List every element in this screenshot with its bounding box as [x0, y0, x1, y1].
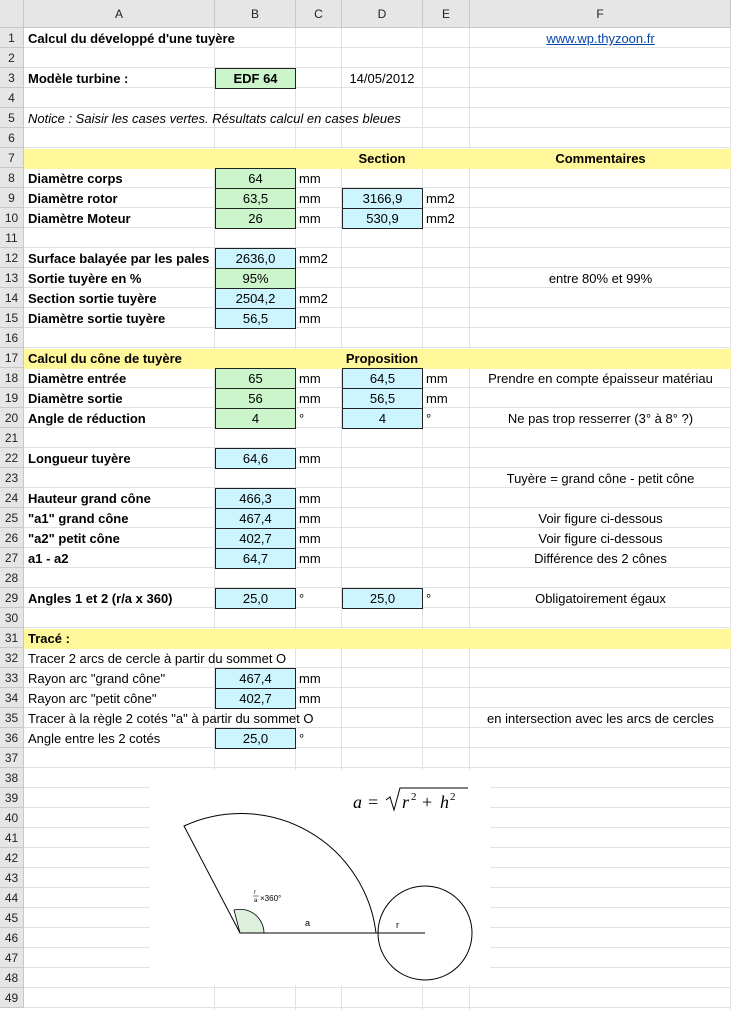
row-header[interactable]: 49: [0, 988, 24, 1008]
label-diametre-sortie-tuyere: Diamètre sortie tuyère: [28, 311, 166, 326]
unit-diametre-sortie-tuyere: mm: [299, 311, 321, 326]
label-surface-balayee: Surface balayée par les pales: [28, 251, 210, 266]
row-header[interactable]: 28: [0, 568, 24, 588]
row-header[interactable]: 31: [0, 628, 24, 648]
unit-a1-a2: mm: [299, 551, 321, 566]
label-angle-reduction: Angle de réduction: [28, 411, 146, 426]
label-diametre-sortie: Diamètre sortie: [28, 391, 123, 406]
output-prop-sortie[interactable]: 56,5: [342, 388, 423, 409]
unit-angle-2: °: [426, 591, 432, 606]
input-diametre-moteur[interactable]: 26: [215, 208, 296, 229]
row-header[interactable]: 15: [0, 308, 24, 328]
row-header[interactable]: 18: [0, 368, 24, 388]
label-a: a: [305, 918, 311, 928]
row-header[interactable]: 10: [0, 208, 24, 228]
formula-h-exp: 2: [450, 791, 456, 803]
row-header[interactable]: 20: [0, 408, 24, 428]
row-header[interactable]: 8: [0, 168, 24, 188]
label-rayon-petit: Rayon arc "petit cône": [28, 691, 157, 706]
select-all-corner[interactable]: [0, 0, 24, 28]
row-header[interactable]: 24: [0, 488, 24, 508]
row-header[interactable]: 39: [0, 788, 24, 808]
input-angle-reduction[interactable]: 4: [215, 408, 296, 429]
label-diametre-corps: Diamètre corps: [28, 171, 123, 186]
output-a2-petit-cone[interactable]: 402,7: [215, 528, 296, 549]
gridline-horizontal: [24, 447, 731, 448]
unit-section-rotor: mm2: [426, 191, 455, 206]
output-rayon-petit[interactable]: 402,7: [215, 688, 296, 709]
output-section-sortie[interactable]: 2504,2: [215, 288, 296, 309]
comment-trace-35: en intersection avec les arcs de cercles: [487, 711, 714, 726]
trace-title: Tracé :: [28, 631, 70, 646]
label-diametre-moteur: Diamètre Moteur: [28, 211, 131, 226]
row-header[interactable]: 34: [0, 688, 24, 708]
gridline-horizontal: [24, 1007, 731, 1008]
row-header[interactable]: 35: [0, 708, 24, 728]
input-diametre-rotor[interactable]: 63,5: [215, 188, 296, 209]
angle-frac-a: a: [254, 898, 258, 904]
unit-diametre-entree: mm: [299, 371, 321, 386]
row-header[interactable]: 5: [0, 108, 24, 128]
output-a1-a2[interactable]: 64,7: [215, 548, 296, 569]
label-a1-grand-cone: "a1" grand cône: [28, 511, 129, 526]
cone-title: Calcul du cône de tuyère: [28, 351, 182, 366]
sector-arc: [184, 813, 376, 933]
comment-angle-reduction: Ne pas trop resserrer (3° à 8° ?): [507, 411, 694, 426]
gridline-horizontal: [24, 67, 731, 68]
date-cell[interactable]: 14/05/2012: [349, 71, 415, 86]
label-a1-a2: a1 - a2: [28, 551, 69, 566]
gridline-horizontal: [24, 247, 731, 248]
label-section-sortie: Section sortie tuyère: [28, 291, 157, 306]
row-header[interactable]: 30: [0, 608, 24, 628]
row-header[interactable]: 1: [0, 28, 24, 48]
column-header[interactable]: A: [24, 0, 215, 28]
column-header[interactable]: E: [423, 0, 470, 28]
label-rayon-grand: Rayon arc "grand cône": [28, 671, 166, 686]
unit-a2-petit-cone: mm: [299, 531, 321, 546]
output-angle-cotes[interactable]: 25,0: [215, 728, 296, 749]
label-angles: Angles 1 et 2 (r/a x 360): [28, 591, 173, 606]
unit-prop-entree: mm: [426, 371, 448, 386]
row-header[interactable]: 36: [0, 728, 24, 748]
unit-surface-balayee: mm2: [299, 251, 328, 266]
row-header[interactable]: 9: [0, 188, 24, 208]
header-comments: Commentaires: [555, 151, 646, 166]
row-header[interactable]: 14: [0, 288, 24, 308]
row-header[interactable]: 37: [0, 748, 24, 768]
output-angle-2[interactable]: 25,0: [342, 588, 423, 609]
row-header[interactable]: 12: [0, 248, 24, 268]
row-header[interactable]: 7: [0, 148, 24, 168]
unit-prop-sortie: mm: [426, 391, 448, 406]
row-header[interactable]: 6: [0, 128, 24, 148]
formula-eq: =: [368, 792, 379, 812]
row-header[interactable]: 22: [0, 448, 24, 468]
unit-diametre-rotor: mm: [299, 191, 321, 206]
output-prop-angle[interactable]: 4: [342, 408, 423, 429]
unit-section-moteur: mm2: [426, 211, 455, 226]
column-header[interactable]: F: [470, 0, 731, 28]
unit-hauteur-grand-cone: mm: [299, 491, 321, 506]
row-header[interactable]: 16: [0, 328, 24, 348]
row-header[interactable]: 27: [0, 548, 24, 568]
label-sortie-pourcent: Sortie tuyère en %: [28, 271, 142, 286]
row-header[interactable]: 33: [0, 668, 24, 688]
output-hauteur-grand-cone[interactable]: 466,3: [215, 488, 296, 509]
comment-a1-a2: Différence des 2 cônes: [534, 551, 667, 566]
output-prop-entree[interactable]: 64,5: [342, 368, 423, 389]
label-longueur-tuyere: Longueur tuyère: [28, 451, 131, 466]
angle-label: ×360°: [260, 894, 282, 903]
output-a1-grand-cone[interactable]: 467,4: [215, 508, 296, 529]
formula-plus: +: [422, 792, 433, 812]
output-rayon-grand[interactable]: 467,4: [215, 668, 296, 689]
unit-diametre-corps: mm: [299, 171, 321, 186]
notice-text: Notice : Saisir les cases vertes. Résultats calcul en cases bleues: [28, 111, 401, 126]
row-header[interactable]: 41: [0, 828, 24, 848]
gridline-horizontal: [24, 627, 731, 628]
comment-angles: Obligatoirement égaux: [535, 591, 666, 606]
row-header[interactable]: 21: [0, 428, 24, 448]
gridline-horizontal: [24, 987, 731, 988]
row-header[interactable]: 32: [0, 648, 24, 668]
formula-lhs: a: [353, 792, 362, 812]
row-header[interactable]: 19: [0, 388, 24, 408]
row-header[interactable]: 25: [0, 508, 24, 528]
gridline-horizontal: [24, 347, 731, 348]
label-hauteur-grand-cone: Hauteur grand cône: [28, 491, 151, 506]
unit-diametre-moteur: mm: [299, 211, 321, 226]
input-sortie-pourcent[interactable]: 95%: [215, 268, 296, 289]
unit-a1-grand-cone: mm: [299, 511, 321, 526]
unit-rayon-grand: mm: [299, 671, 321, 686]
gridline-horizontal: [24, 767, 731, 768]
output-section-rotor[interactable]: 3166,9: [342, 188, 423, 209]
row-header[interactable]: 26: [0, 528, 24, 548]
formula-r-exp: 2: [411, 791, 417, 803]
row-header[interactable]: 3: [0, 68, 24, 88]
row-header[interactable]: 17: [0, 348, 24, 368]
unit-diametre-sortie: mm: [299, 391, 321, 406]
row-header[interactable]: 46: [0, 928, 24, 948]
unit-angle-1: °: [299, 591, 305, 606]
input-diametre-entree[interactable]: 65: [215, 368, 296, 389]
row-header[interactable]: 47: [0, 948, 24, 968]
row-header[interactable]: 13: [0, 268, 24, 288]
label-diametre-rotor: Diamètre rotor: [28, 191, 118, 206]
row-header[interactable]: 11: [0, 228, 24, 248]
trace-line-35: Tracer à la règle 2 cotés "a" à partir du sommet O: [28, 711, 314, 726]
row-header[interactable]: 2: [0, 48, 24, 68]
sheet-title[interactable]: Calcul du développé d'une tuyère: [28, 31, 235, 46]
formula-r: r: [402, 792, 410, 812]
output-surface-balayee[interactable]: 2636,0: [215, 248, 296, 269]
cone-development-figure[interactable]: [150, 770, 490, 985]
header-section: Section: [358, 151, 406, 166]
row-header[interactable]: 42: [0, 848, 24, 868]
header-proposition: Proposition: [345, 351, 419, 366]
unit-section-sortie: mm2: [299, 291, 328, 306]
row-header[interactable]: 48: [0, 968, 24, 988]
label-angle-cotes: Angle entre les 2 cotés: [28, 731, 161, 746]
row-header[interactable]: 44: [0, 888, 24, 908]
row-header[interactable]: 43: [0, 868, 24, 888]
column-header[interactable]: C: [296, 0, 342, 28]
unit-angle-reduction: °: [299, 411, 305, 426]
row-header[interactable]: 45: [0, 908, 24, 928]
output-section-moteur[interactable]: 530,9: [342, 208, 423, 229]
gridline-horizontal: [24, 147, 731, 148]
unit-angle-cotes: °: [299, 731, 305, 746]
comment-tuyere: Tuyère = grand cône - petit cône: [506, 471, 695, 486]
input-diametre-corps[interactable]: 64: [215, 168, 296, 189]
comment-diametre-entree: Prendre en compte épaisseur matériau: [488, 371, 713, 386]
row-header[interactable]: 23: [0, 468, 24, 488]
gridline-horizontal: [24, 107, 731, 108]
model-label: Modèle turbine :: [28, 71, 129, 86]
column-header[interactable]: B: [215, 0, 296, 28]
unit-longueur-tuyere: mm: [299, 451, 321, 466]
website-link[interactable]: www.wp.thyzoon.fr: [546, 31, 655, 46]
formula-h: h: [440, 792, 449, 812]
unit-prop-angle: °: [426, 411, 432, 426]
column-header[interactable]: D: [342, 0, 423, 28]
output-longueur-tuyere[interactable]: 64,6: [215, 448, 296, 469]
label-diametre-entree: Diamètre entrée: [28, 371, 127, 386]
model-input[interactable]: EDF 64: [215, 68, 296, 89]
input-diametre-sortie[interactable]: 56: [215, 388, 296, 409]
output-angle-1[interactable]: 25,0: [215, 588, 296, 609]
comment-a1: Voir figure ci-dessous: [538, 511, 663, 526]
row-header[interactable]: 38: [0, 768, 24, 788]
highlight-row-31: [24, 629, 731, 649]
comment-a2: Voir figure ci-dessous: [538, 531, 663, 546]
label-r: r: [396, 920, 399, 930]
comment-sortie-pourcent: entre 80% et 99%: [548, 271, 653, 286]
output-diametre-sortie-tuyere[interactable]: 56,5: [215, 308, 296, 329]
row-header[interactable]: 29: [0, 588, 24, 608]
trace-line-32: Tracer 2 arcs de cercle à partir du sommet O: [28, 651, 287, 666]
label-a2-petit-cone: "a2" petit cône: [28, 531, 120, 546]
angle-frac-r: r: [254, 890, 256, 896]
row-header[interactable]: 40: [0, 808, 24, 828]
unit-rayon-petit: mm: [299, 691, 321, 706]
row-header[interactable]: 4: [0, 88, 24, 108]
